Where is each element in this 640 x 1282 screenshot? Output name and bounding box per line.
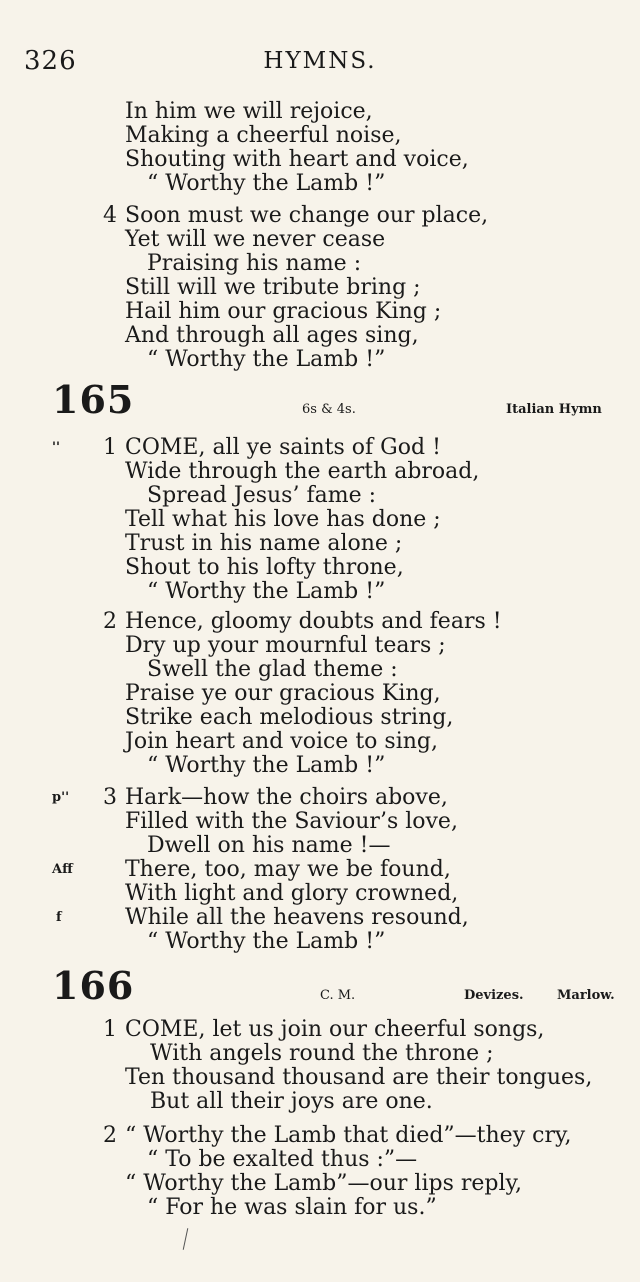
pencil-mark <box>183 1228 189 1250</box>
hymn-line: Soon must we change our place, <box>125 203 489 228</box>
hymn-line: Shouting with heart and voice, <box>125 147 469 172</box>
page-header <box>24 40 616 80</box>
hymn-line: “ Worthy the Lamb !” <box>147 753 386 778</box>
hymn-line: With angels round the throne ; <box>150 1041 494 1066</box>
verse-number: 1 <box>103 435 117 460</box>
dynamic-mark: f <box>56 910 62 925</box>
hymn-line: Join heart and voice to sing, <box>125 729 438 754</box>
hymn-line: Swell the glad theme : <box>147 657 398 682</box>
hymn-meter: C. M. <box>320 988 356 1003</box>
hymn-line: While all the heavens resound, <box>125 905 469 930</box>
hymn-line: Hence, gloomy doubts and fears ! <box>125 609 502 634</box>
hymn-line: Spread Jesus’ fame : <box>147 483 377 508</box>
hymn-line: Strike each melodious string, <box>125 705 454 730</box>
hymn-line: Still will we tribute bring ; <box>125 275 421 300</box>
hymn-line: COME, all ye saints of God ! <box>125 435 441 460</box>
hymn-line: Praising his name : <box>147 251 362 276</box>
hymn-number: 165 <box>52 377 135 422</box>
hymn-line: Ten thousand thousand are their tongues, <box>125 1065 593 1090</box>
hymn-line: “ Worthy the Lamb !” <box>147 579 386 604</box>
dynamic-mark: p'' <box>52 790 70 805</box>
hymn-line: And through all ages sing, <box>125 323 419 348</box>
hymn-line: Trust in his name alone ; <box>125 531 403 556</box>
hymn-meter: 6s & 4s. <box>302 402 356 417</box>
page-number: 326 <box>24 46 77 76</box>
hymn-line: “ Worthy the Lamb that died”—they cry, <box>125 1123 572 1148</box>
tune-name: Italian Hymn <box>506 402 602 417</box>
verse-number: 3 <box>103 785 117 810</box>
hymn-line: Dry up your mournful tears ; <box>125 633 446 658</box>
hymn-line: Hail him our gracious King ; <box>125 299 442 324</box>
hymn-line: “ Worthy the Lamb !” <box>147 171 386 196</box>
hymn-line: “ Worthy the Lamb !” <box>147 929 386 954</box>
verse-number: 2 <box>103 1123 117 1148</box>
dynamic-mark: '' <box>52 440 60 455</box>
tune-name: Devizes. <box>464 988 524 1003</box>
hymn-line: “ Worthy the Lamb !” <box>147 347 386 372</box>
verse-number: 1 <box>103 1017 117 1042</box>
hymn-line: In him we will rejoice, <box>125 99 373 124</box>
running-head: HYMNS. <box>263 48 377 74</box>
hymn-line: “ Worthy the Lamb”—our lips reply, <box>125 1171 523 1196</box>
hymn-line: Filled with the Saviour’s love, <box>125 809 458 834</box>
dynamic-mark: Aff <box>52 862 73 877</box>
hymn-line: Shout to his lofty throne, <box>125 555 404 580</box>
hymn-line: With light and glory crowned, <box>125 881 459 906</box>
hymn-line: Hark—how the choirs above, <box>125 785 448 810</box>
hymn-line: Making a cheerful noise, <box>125 123 402 148</box>
verse-number: 2 <box>103 609 117 634</box>
hymn-line: Yet will we never cease <box>125 227 386 252</box>
hymn-line: Praise ye our gracious King, <box>125 681 441 706</box>
hymn-line: There, too, may we be found, <box>125 857 451 882</box>
hymn-line: COME, let us join our cheerful songs, <box>125 1017 545 1042</box>
hymn-number: 166 <box>52 963 135 1008</box>
tune-name: Marlow. <box>557 988 615 1003</box>
hymn-line: “ To be exalted thus :”— <box>147 1147 418 1172</box>
verse-number: 4 <box>103 203 117 228</box>
hymn-line: But all their joys are one. <box>150 1089 433 1114</box>
hymn-line: Wide through the earth abroad, <box>125 459 480 484</box>
hymn-line: Tell what his love has done ; <box>125 507 441 532</box>
hymn-line: Dwell on his name !— <box>147 833 391 858</box>
hymn-line: “ For he was slain for us.” <box>147 1195 437 1220</box>
